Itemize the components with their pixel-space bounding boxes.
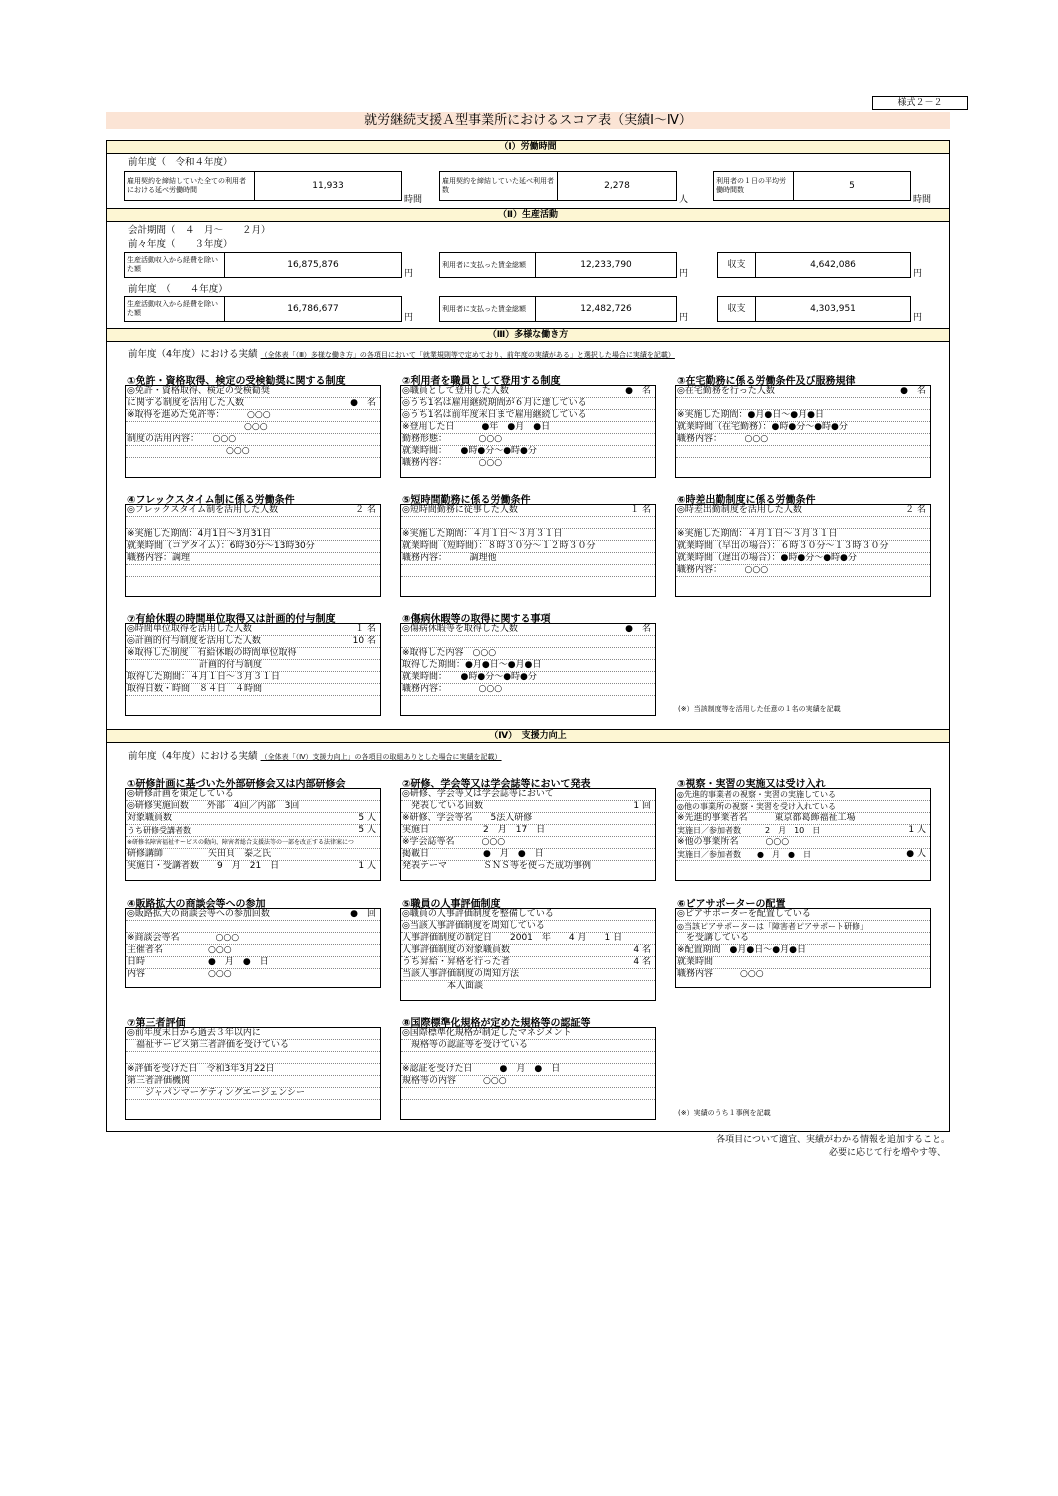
- page-title: 就労継続支援Ａ型事業所におけるスコア表（実績Ⅰ～Ⅳ）: [106, 112, 950, 129]
- b2-row-5: 勤務形態： ○○○: [401, 434, 655, 446]
- sec2-y1-label: 前々年度（ ３年度）: [128, 239, 233, 250]
- sec2-y1-bal: 4,642,086: [810, 260, 856, 270]
- sec4-header: （Ⅳ） 支援力向上: [107, 729, 949, 743]
- c1-row-3: [126, 813, 380, 825]
- c3-row-3: ※先進的事業者名 東京都葛飾福祉工場: [676, 813, 930, 825]
- b1-count: ● 名: [350, 398, 376, 408]
- sec4-intro: [128, 751, 502, 763]
- b6-row-5: 就業時間（遅出の場合）：●時●分～●時●分: [676, 553, 930, 565]
- b8-row-6: 職務内容： ○○○: [401, 684, 655, 696]
- b7-count-2: 10 名: [352, 636, 376, 646]
- b2-row-2: ◎うち1名は雇用継続期間が６月に達している: [401, 398, 655, 410]
- c1-row-7: [126, 861, 380, 872]
- b8-count: ● 名: [625, 624, 651, 634]
- b4-row-1-text: ◎フレックスタイム制を活用した人数: [127, 505, 279, 515]
- b6-row-4: 就業時間（早出の場合）：６時３０分～１３時３０分: [676, 541, 930, 553]
- b4-title: ④フレックスタイム制に係る労働条件: [127, 495, 295, 506]
- c4-row-4: 主催者名 ○○○: [126, 945, 380, 957]
- b6-row-1: [676, 505, 930, 517]
- b4-row-1: [126, 505, 380, 517]
- b3-row-1: [676, 386, 930, 398]
- c8-row-2: 規格等の認証等を受けている: [401, 1040, 655, 1052]
- b8-row-3: ※取得した内容 ○○○: [401, 648, 655, 660]
- sec1-box3-label: 利用者の１日の平均労働時間数: [714, 172, 794, 200]
- c8-row-3: [401, 1052, 655, 1064]
- c4-row-5: 日時 ● 月 ● 日: [126, 957, 380, 969]
- b6-title: ⑥時差出勤制度に係る労働条件: [677, 495, 816, 506]
- b2-row-1: [401, 386, 655, 398]
- c2-row-2: [401, 801, 655, 813]
- sec2-y2-income: 16,786,677: [287, 304, 339, 314]
- c5-row-6: 当該人事評価制度の周知方法: [401, 969, 655, 981]
- sec2-unit-1: 円: [404, 269, 414, 279]
- form-id: 様式２－２: [872, 96, 968, 110]
- b8-row-2: [401, 636, 655, 648]
- c1-title: ①研修計画に基づいた外部研修会又は内部研修会: [127, 779, 346, 790]
- b5-row-1: [401, 505, 655, 517]
- c3-title: ③視察・実習の実施又は受け入れ: [677, 779, 826, 790]
- sec2-header: （Ⅱ）生産活動: [107, 208, 949, 222]
- c6-row-4: ※配置期間 ●月●日～●月●日: [676, 945, 930, 957]
- b4-row-3: ※実施した期間：4月1日～3月31日: [126, 529, 380, 541]
- sec1-header: （Ⅰ）労働時間: [107, 140, 949, 154]
- sec2-period: 会計期間（ ４ 月～ ２月）: [128, 225, 271, 236]
- b7-count-1: １ 名: [355, 624, 376, 634]
- c1-r7: 1 人: [358, 861, 376, 871]
- c2-row-1: ◎研修、学会等又は学会誌等において: [401, 789, 655, 801]
- b5-box: [400, 504, 656, 597]
- b7-row-1: [126, 624, 380, 636]
- c5-row-4: [401, 945, 655, 957]
- b5-row-4: 就業時間（短時間）：８時３０分～１２時３０分: [401, 541, 655, 553]
- c7-row-5: 第三者評価機関: [126, 1076, 380, 1088]
- c2-row-7: 発表テーマ ＳＮＳ等を使った成功事例: [402, 861, 592, 871]
- sec2-y1-income: 16,875,876: [287, 260, 339, 270]
- sec2-y2-label: 前年度 （ ４年度）: [128, 284, 228, 295]
- c1-row-2: ◎研修実施回数 外部 4回／内部 3回: [126, 801, 380, 813]
- sec2-y2-income-box: [124, 296, 402, 322]
- sec2-y2-wage-label: 利用者に支払った賃金総額: [440, 297, 536, 321]
- c2-title: ②研修、学会等又は学会誌等において発表: [402, 779, 591, 790]
- b7-row-7: [126, 696, 380, 707]
- b2-row-3: ◎うち1名は前年度末日まで雇用継続している: [401, 410, 655, 422]
- sec1-prev-year: 前年度（ 令和４年度）: [128, 157, 233, 168]
- c4-title: ④販路拡大の商談会等への参加: [127, 899, 266, 910]
- b1-title: ①免許・資格取得、検定の受検勧奨に関する制度: [127, 376, 346, 387]
- c8-box: [400, 1027, 656, 1120]
- b3-count: ● 名: [900, 386, 926, 396]
- c8-row-1: ◎国際標準化規格が制定したマネジメント: [401, 1028, 655, 1040]
- c7-row-4: ※評価を受けた日 令和3年3月22日: [126, 1064, 380, 1076]
- sec1-box2-value: 2,278: [604, 181, 630, 191]
- sec2-unit-2: 円: [679, 269, 689, 279]
- c2-row-4: 実施日 2 月 17 日: [401, 825, 655, 837]
- b3-title: ③在宅勤務に係る労働条件及び服務規律: [677, 376, 856, 387]
- sec1-box2: [439, 171, 677, 201]
- c6-box: [675, 908, 931, 988]
- c1-row-4: [126, 825, 380, 837]
- c6-row-5: 就業時間: [676, 957, 930, 969]
- c8-row-5: 規格等の内容 ○○○: [401, 1076, 655, 1088]
- b8-row-1-text: ◎傷病休暇等を取得した人数: [402, 624, 518, 634]
- c3-row-4: [676, 825, 930, 837]
- b4-row-4: 就業時間（コアタイム）：6時30分～13時30分: [126, 541, 380, 553]
- c3-row-7: [676, 861, 930, 872]
- b8-title: ⑧傷病休暇等の取得に関する事項: [402, 614, 551, 625]
- c5-title: ⑤職員の人事評価制度: [402, 899, 501, 910]
- sec2-y1-income-box: [124, 252, 402, 278]
- c4-row-6: 内容 ○○○: [127, 969, 232, 979]
- sec2-y2-wage-box: [439, 296, 677, 322]
- b1-row-3: ※取得を進めた免許等： ○○○: [126, 410, 380, 422]
- sec2-y1-wage: 12,233,790: [580, 260, 632, 270]
- b5-row-1-text: ◎短時間勤務に従事した人数: [402, 505, 518, 515]
- b8-row-5: 就業時間： ●時●分～●時●分: [401, 672, 655, 684]
- c5-box: [400, 908, 656, 1001]
- sec2-y1-wage-box: [439, 252, 677, 278]
- sec2-unit-6: 円: [913, 313, 923, 323]
- c4-row-3: ※商談会等名 ○○○: [126, 933, 380, 945]
- b5-count: １ 名: [630, 505, 651, 515]
- b7-row-6: 取得日数・時間 ８４日 ４時間: [126, 684, 380, 696]
- b5-row-5: 職務内容： 調理他: [401, 553, 655, 565]
- b3-row-2: [676, 398, 930, 410]
- c7-row-1: ◎前年度末日から過去３年以内に: [126, 1028, 380, 1040]
- sec2-y1-bal-label: 収支: [718, 253, 756, 277]
- b5-row-2: [401, 517, 655, 529]
- b8-row-7: [401, 696, 655, 707]
- c5-r5: 4 名: [633, 957, 651, 967]
- b2-row-7: 職務内容： ○○○: [402, 458, 503, 468]
- b6-row-1-text: ◎時差出勤制度を活用した人数: [677, 505, 802, 515]
- b1-row-2-text: に関する制度を活用した人数: [127, 398, 245, 408]
- b1-box: [125, 385, 381, 478]
- c4-row-2: [126, 921, 380, 933]
- sec1-box3-unit: 時間: [913, 195, 932, 205]
- c7-row-3: [126, 1052, 380, 1064]
- sec2-unit-3: 円: [913, 269, 923, 279]
- sec1-box3: [713, 171, 911, 201]
- c3-row-1: ◎先進的事業者の視察・実習の実施している: [676, 789, 930, 801]
- c1-row-5: ※研修名障害福祉サービスの動向、障害者総合支援法等の一部を改正する法律案につ: [126, 837, 380, 849]
- sec2-y2-bal: 4,303,951: [810, 304, 856, 314]
- b6-row-3: ※実施した期間：４月１日～３月３１日: [676, 529, 930, 541]
- c6-title: ⑥ピアサポーターの配置: [677, 899, 786, 910]
- sec1-box1: [124, 171, 402, 201]
- c1-row-4-text: うち研修受講者数: [127, 826, 191, 835]
- b8-row-4: 取得した期間：●月●日～●月●日: [401, 660, 655, 672]
- c8-title: ⑧国際標準化規格が定めた規格等の認証等: [402, 1018, 591, 1029]
- c1-row-1: ◎研修計画を策定している: [126, 789, 380, 801]
- b6-count: ２ 名: [905, 505, 926, 515]
- sec1-box3-value: 5: [849, 181, 855, 191]
- c1-row-7-text: 実施日・受講者数 9 月 21 日: [127, 861, 280, 871]
- b6-box: [675, 504, 931, 597]
- c2-box: [400, 788, 656, 881]
- c3-r6: ● 人: [906, 849, 926, 859]
- c4-row-1: [126, 909, 380, 921]
- b4-row-2: [126, 517, 380, 529]
- sec2-y2-bal-label: 収支: [718, 297, 756, 321]
- c2-row-6: 掲載日 ● 月 ● 日: [401, 849, 655, 861]
- c5-row-5: [401, 957, 655, 969]
- sec1-box2-label: 雇用契約を締結していた延べ利用者数: [440, 172, 558, 200]
- b4-row-5: 職務内容：調理: [126, 553, 380, 565]
- sec2-y2-wage: 12,482,726: [580, 304, 632, 314]
- c3-r4: 1 人: [908, 825, 926, 835]
- c3-row-4-text: 実施日／参加者数 2 月 10 日: [677, 826, 821, 835]
- c4-row-1-text: ◎販路拡大の商談会等への参加回数: [127, 909, 270, 919]
- sec2-y2-income-label: 生産活動収入から経費を除いた額: [125, 297, 225, 321]
- sec4-note: (※）実績のうち１事例を記載: [678, 1109, 771, 1117]
- b7-row-2-text: ◎計画的付与制度を活用した人数: [127, 636, 261, 646]
- b4-count: ２ 名: [355, 505, 376, 515]
- c3-row-6-text: 実施日／参加者数 ● 月 ● 日: [677, 850, 811, 859]
- c8-row-4: ※認証を受けた日 ● 月 ● 日: [401, 1064, 655, 1076]
- b1-row-6: ○○○: [126, 446, 380, 458]
- b2-row-1-text: ◎職員として登用した人数: [402, 386, 509, 396]
- b8-box: [400, 623, 656, 716]
- sec2-y1-wage-label: 利用者に支払った賃金総額: [440, 253, 536, 277]
- c5-row-1: ◎職員の人事評価制度を整備している: [401, 909, 655, 921]
- c3-box: [675, 788, 931, 881]
- c3-row-2: ◎他の事業所の視察・実習を受け入れている: [676, 801, 930, 813]
- c8-row-6: [401, 1088, 655, 1100]
- c5-row-7: 本人面談: [402, 981, 484, 991]
- b1-row-2: [126, 398, 380, 410]
- b2-title: ②利用者を職員として登用する制度: [402, 376, 561, 387]
- b7-row-5: 取得した期間：４月１日～３月３１日: [126, 672, 380, 684]
- b5-row-3: ※実施した期間：４月１日～３月３１日: [401, 529, 655, 541]
- c3-row-5: ※他の事業所名 ○○○: [676, 837, 930, 849]
- c6-row-3: を受講している: [676, 933, 930, 945]
- c1-row-6: 研修講師 矢田貝 泰之氏: [126, 849, 380, 861]
- b7-row-1-text: ◎時間単位取得を活用した人数: [127, 624, 252, 634]
- c4-r1: ● 回: [350, 909, 376, 919]
- b1-row-5: 制度の活用内容： ○○○: [126, 434, 380, 446]
- c5-row-2: ◎当該人事評価制度を周知している: [401, 921, 655, 933]
- sec3-intro-note: （全体表「（Ⅲ）多様な働き方」の各項目において「就業規則等で定めており、前年度の実績がある」と選択した場合に実績を記載）: [260, 351, 675, 359]
- c5-r4: 4 名: [633, 945, 651, 955]
- c3-row-6: [676, 849, 930, 861]
- b3-row-4: 就業時間（在宅勤務）：●時●分～●時●分: [676, 422, 930, 434]
- b2-row-4: ※登用した日 ●年 ●月 ●日: [401, 422, 655, 434]
- sec3-intro-text: 前年度（4年度）における実績: [128, 349, 258, 360]
- b2-box: [400, 385, 656, 478]
- b3-row-6: [676, 446, 930, 458]
- b1-row-4: ○○○: [126, 422, 380, 434]
- b7-box: [125, 623, 381, 716]
- c4-box: [125, 908, 381, 988]
- b6-row-6: 職務内容： ○○○: [676, 565, 930, 577]
- c2-row-2-text: 発表している回数: [402, 801, 484, 811]
- c1-row-3-text: 対象職員数: [127, 813, 173, 823]
- sec2-y1-bal-box: [717, 252, 911, 278]
- c7-row-7: [126, 1100, 380, 1111]
- b7-row-2: [126, 636, 380, 648]
- b5-row-7: [401, 577, 655, 588]
- b5-title: ⑤短時間勤務に係る労働条件: [402, 495, 531, 506]
- b4-row-6: [126, 565, 380, 577]
- c6-row-2: ◎当該ピアサポーターは「障害者ピアサポート研修」: [676, 921, 930, 933]
- sec2-y2-bal-box: [717, 296, 911, 322]
- c5-row-5-text: うち昇給・昇格を行った者: [402, 957, 511, 967]
- b7-row-4: 計画的付与制度: [126, 660, 380, 672]
- b1-row-1: ◎免許・資格取得、検定の受検勧奨: [126, 386, 380, 398]
- sec1-box1-label: 雇用契約を締結していた全ての利用者における延べ労働時間: [125, 172, 255, 200]
- b4-row-7: [126, 577, 380, 588]
- footer-line-1: 各項目について適宜、実績がわかる情報を追加すること。: [716, 1135, 950, 1145]
- sec1-box1-unit: 時間: [404, 195, 423, 205]
- footer-line-2: 必要に応じて行を増やす等、: [828, 1148, 946, 1158]
- b3-row-5: 職務内容： ○○○: [676, 434, 930, 446]
- c6-row-6: 職務内容 ○○○: [677, 969, 764, 979]
- b6-row-7: [676, 577, 930, 588]
- b6-row-2: [676, 517, 930, 529]
- b3-box: [675, 385, 931, 478]
- b8-row-1: [401, 624, 655, 636]
- b7-row-3: ※取得した制度 有給休暇の時間単位取得: [126, 648, 380, 660]
- c6-row-1: ◎ピアサポーターを配置している: [676, 909, 930, 921]
- b2-row-6: 就業時間： ●時●分～●時●分: [401, 446, 655, 458]
- b3-row-3: ※実施した期間：●月●日～●月●日: [676, 410, 930, 422]
- sec4-intro-text: 前年度（4年度）における実績: [128, 751, 258, 762]
- sec1-box1-value: 11,933: [312, 181, 344, 191]
- b4-box: [125, 504, 381, 597]
- sec3-intro: [128, 349, 675, 361]
- b2-count: ● 名: [625, 386, 651, 396]
- sec2-y1-income-label: 生産活動収入から経費を除いた額: [125, 253, 225, 277]
- sec2-unit-5: 円: [679, 313, 689, 323]
- c1-r3: 5 人: [358, 813, 376, 823]
- c5-row-4-text: 人事評価制度の対象職員数: [402, 945, 511, 955]
- b1-row-7: [126, 458, 380, 469]
- c7-row-6: ジャパンマーケティングエージェンシー: [126, 1088, 380, 1100]
- b7-title: ⑦有給休暇の時間単位取得又は計画的付与制度: [127, 614, 336, 625]
- c7-row-2: 福祉サービス第三者評価を受けている: [126, 1040, 380, 1052]
- sec1-box2-unit: 人: [679, 195, 689, 205]
- c8-row-7: [401, 1100, 655, 1111]
- c5-row-3: 人事評価制度の制定日 2001 年 4 月 1 日: [401, 933, 655, 945]
- c2-row-5: ※学会誌等名 ○○○: [401, 837, 655, 849]
- c7-box: [125, 1027, 381, 1120]
- c1-box: [125, 788, 381, 881]
- c2-row-3: ※研修、学会等名 5法人研修: [401, 813, 655, 825]
- sec2-unit-4: 円: [404, 313, 414, 323]
- b5-row-6: [401, 565, 655, 577]
- c7-title: ⑦第三者評価: [127, 1018, 186, 1029]
- c1-r4: 5 人: [358, 825, 376, 835]
- sec3-note: (※）当該制度等を活用した任意の１名の実績を記載: [678, 705, 841, 713]
- sec3-header: （Ⅲ）多様な働き方: [107, 328, 949, 342]
- b3-row-1-text: ◎在宅勤務を行った人数: [677, 386, 775, 396]
- b3-row-7: [676, 458, 930, 469]
- sec4-intro-note: （全体表「（Ⅳ）支援力向上」の各項目の取組ありとした場合に実績を記載）: [260, 753, 502, 761]
- c2-r2: 1 回: [633, 801, 651, 811]
